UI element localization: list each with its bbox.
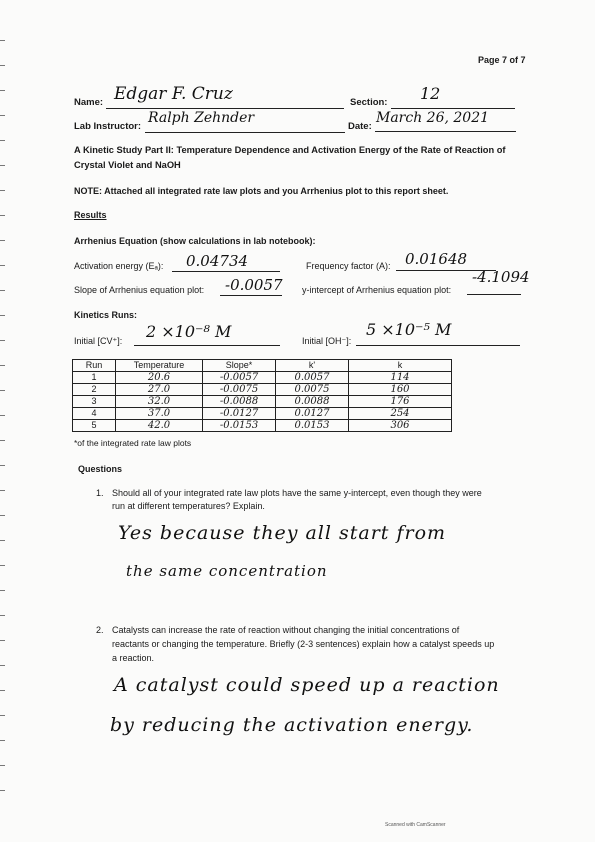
- question-2-line3: a reaction.: [112, 653, 155, 663]
- temperature-cell: 32.0: [116, 396, 203, 408]
- scanner-watermark: Scanned with CamScanner: [385, 822, 446, 828]
- instructor-underline: [145, 132, 345, 133]
- left-margin-marks: [0, 40, 6, 830]
- name-label: Name:: [74, 97, 104, 108]
- arrhenius-slope-value: -0.0057: [225, 276, 283, 294]
- slope-cell: -0.0057: [203, 372, 276, 384]
- activation-energy-label: Activation energy (Eₐ):: [74, 261, 164, 271]
- temperature-cell: 42.0: [116, 420, 203, 432]
- question-1-number: 1.: [96, 488, 104, 498]
- frequency-factor-label: Frequency factor (A):: [306, 261, 391, 271]
- arrhenius-slope-underline: [220, 295, 282, 296]
- table-footnote: *of the integrated rate law plots: [74, 438, 192, 448]
- report-title-line1: A Kinetic Study Part II: Temperature Dependence and Activation Energy of the Rate of Reaction of: [74, 145, 506, 155]
- section-value: 12: [420, 84, 441, 103]
- slope-cell: -0.0075: [203, 384, 276, 396]
- slope-cell: -0.0088: [203, 396, 276, 408]
- table-row: [73, 396, 452, 408]
- activation-energy-underline: [172, 271, 280, 272]
- question-1-line1: Should all of your integrated rate law plots have the same y-intercept, even though they were: [112, 488, 482, 498]
- run-cell: 1: [73, 372, 116, 384]
- initial-oh-underline: [356, 345, 520, 346]
- name-value: Edgar F. Cruz: [114, 84, 233, 104]
- initial-cv-underline: [134, 345, 280, 346]
- date-underline: [375, 131, 516, 132]
- question-2-number: 2.: [96, 625, 104, 635]
- activation-energy-value: 0.04734: [186, 252, 249, 270]
- initial-cv-label: Initial [CV⁺]:: [74, 336, 123, 346]
- col-k-header: k: [349, 360, 452, 372]
- table-row: [73, 408, 452, 420]
- initial-cv-value: 2 ×10⁻⁸ M: [146, 322, 232, 341]
- y-intercept-label: y-intercept of Arrhenius equation plot:: [302, 285, 452, 295]
- col-slope-header: Slope*: [203, 360, 276, 372]
- date-value: March 26, 2021: [376, 110, 490, 126]
- k-cell: 254: [349, 408, 452, 420]
- answer-1-line2: the same concentration: [126, 562, 328, 580]
- note-text: NOTE: Attached all integrated rate law plots and you Arrhenius plot to this report sheet.: [74, 186, 449, 196]
- k-cell: 160: [349, 384, 452, 396]
- answer-1-line1: Yes because they all start from: [118, 522, 447, 544]
- table-row: [73, 384, 452, 396]
- date-label: Date:: [348, 121, 372, 132]
- y-intercept-value: -4.1094: [472, 268, 530, 286]
- y-intercept-underline: [467, 294, 521, 295]
- report-title-line2: Crystal Violet and NaOH: [74, 160, 181, 170]
- results-heading: Results: [74, 210, 107, 220]
- page-number: Page 7 of 7: [478, 55, 526, 65]
- kprime-cell: 0.0153: [276, 420, 349, 432]
- run-cell: 4: [73, 408, 116, 420]
- temperature-cell: 37.0: [116, 408, 203, 420]
- kprime-cell: 0.0088: [276, 396, 349, 408]
- arrhenius-slope-label: Slope of Arrhenius equation plot:: [74, 285, 205, 295]
- questions-heading: Questions: [78, 464, 123, 474]
- frequency-factor-value: 0.01648: [405, 250, 468, 268]
- instructor-label: Lab Instructor:: [74, 121, 142, 132]
- k-cell: 306: [349, 420, 452, 432]
- col-run-header: Run: [73, 360, 116, 372]
- temperature-cell: 20.6: [116, 372, 203, 384]
- slope-cell: -0.0153: [203, 420, 276, 432]
- section-underline: [391, 108, 515, 109]
- section-label: Section:: [350, 97, 388, 108]
- question-2-line2: reactants or changing the temperature. Briefly (2-3 sentences) explain how a catalyst speeds up: [112, 639, 495, 649]
- question-1-line2: run at different temperatures? Explain.: [112, 501, 265, 511]
- answer-2-line2: by reducing the activation energy.: [110, 714, 474, 736]
- table-row: [73, 372, 452, 384]
- name-underline: [106, 108, 344, 109]
- kprime-cell: 0.0075: [276, 384, 349, 396]
- initial-oh-label: Initial [OH⁻]:: [302, 336, 352, 346]
- col-temperature-header: Temperature: [116, 360, 203, 372]
- temperature-cell: 27.0: [116, 384, 203, 396]
- arrhenius-heading: Arrhenius Equation (show calculations in lab notebook):: [74, 236, 316, 246]
- k-cell: 114: [349, 372, 452, 384]
- initial-oh-value: 5 ×10⁻⁵ M: [366, 320, 452, 339]
- table-header-row: [73, 360, 452, 372]
- table-row: [73, 420, 452, 432]
- kinetics-heading: Kinetics Runs:: [74, 310, 138, 320]
- instructor-value: Ralph Zehnder: [148, 110, 255, 126]
- kprime-cell: 0.0127: [276, 408, 349, 420]
- run-cell: 2: [73, 384, 116, 396]
- kprime-cell: 0.0057: [276, 372, 349, 384]
- answer-2-line1: A catalyst could speed up a reaction: [114, 674, 500, 696]
- run-cell: 5: [73, 420, 116, 432]
- col-kprime-header: k': [276, 360, 349, 372]
- slope-cell: -0.0127: [203, 408, 276, 420]
- run-cell: 3: [73, 396, 116, 408]
- kinetics-runs-table: [72, 359, 452, 432]
- question-2-line1: Catalysts can increase the rate of reaction without changing the initial concentrations of: [112, 625, 460, 635]
- k-cell: 176: [349, 396, 452, 408]
